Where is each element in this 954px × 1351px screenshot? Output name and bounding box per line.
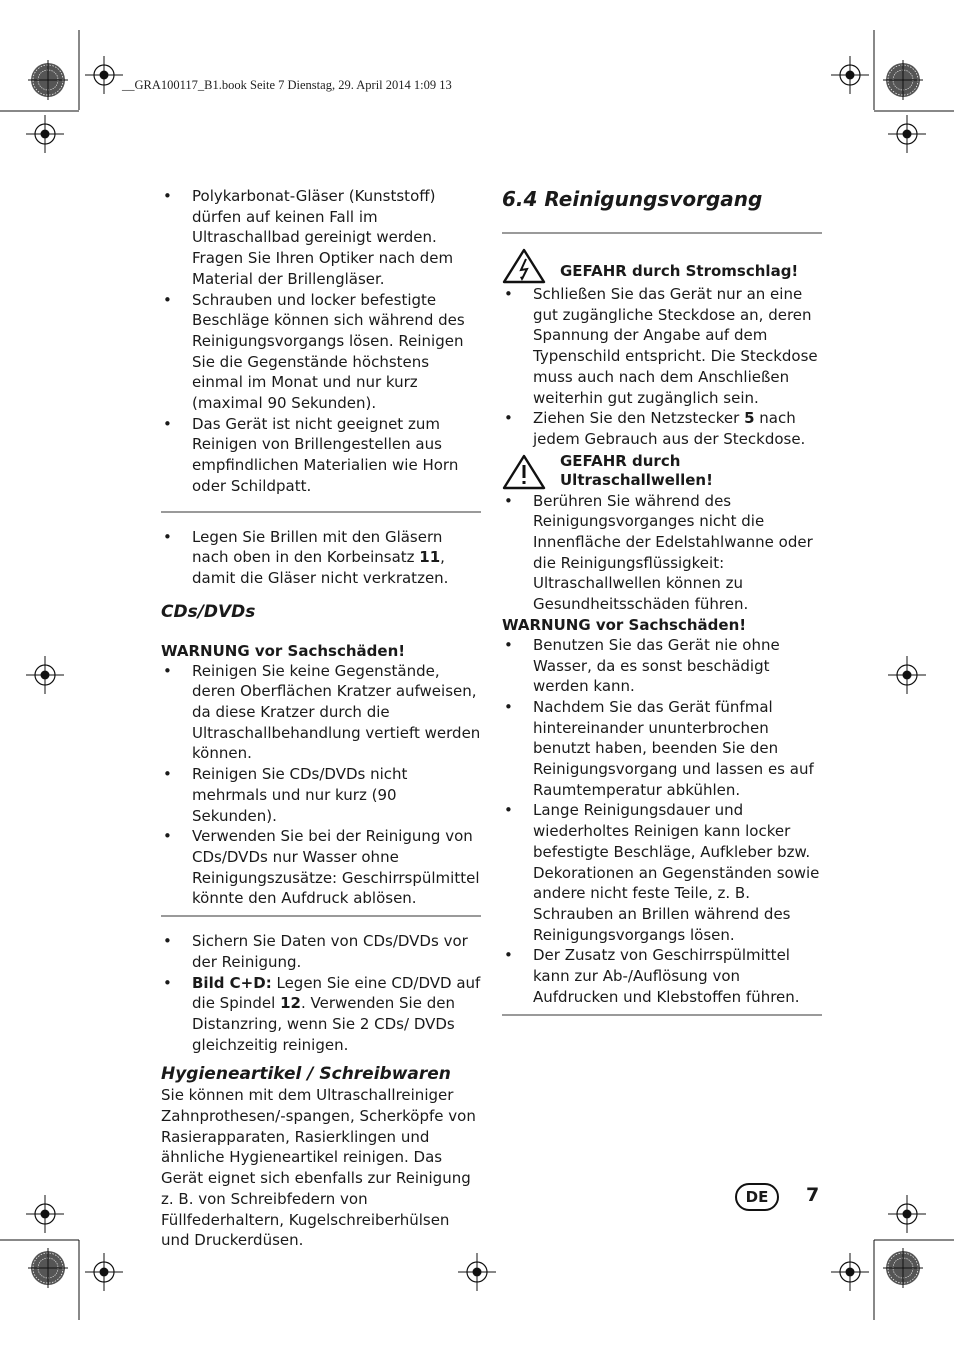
cds-tip-list — [161, 931, 481, 1055]
list-item: • Polykarbonat-Gläser (Kunststoff) dürfen auf keinen Fall im Ultraschallbad gereinigt werden. Fragen Sie Ihren Optiker nach dem Material der Brillengläser. — [161, 186, 481, 290]
cds-heading: CDs/DVDs — [161, 601, 256, 622]
glasses-bullet-list — [161, 186, 481, 497]
section-divider — [502, 1014, 822, 1016]
danger-electric-list — [502, 284, 822, 450]
figure-ref: Bild C+D: — [192, 973, 272, 992]
section-divider — [161, 511, 481, 513]
language-badge: DE — [735, 1183, 779, 1211]
section-divider — [161, 915, 481, 917]
list-item: • Schließen Sie das Gerät nur an eine gut zugängliche Steckdose an, deren Spannung der Angabe auf dem Typenschild entspricht. Die Steckdose muss auch nach dem Anschließen weiterhin gut zugänglich sein. — [502, 284, 822, 408]
list-item: • Legen Sie Brillen mit den Gläsern nach oben in den Korbeinsatz 11, damit die Gläser nicht verkratzen. — [161, 527, 481, 589]
glasses-tip-list — [161, 527, 481, 589]
list-item: • Reinigen Sie keine Gegenstände, deren Oberflächen Kratzer aufweisen, da diese Kratzer durch die Ultraschallbehandlung vertieft werden können. — [161, 661, 481, 765]
list-item: • Verwenden Sie bei der Reinigung von CDs/DVDs nur Wasser ohne Reinigungszusätze: Geschirrspülmittel könnte den Aufdruck ablösen. — [161, 826, 481, 909]
list-item: • Nachdem Sie das Gerät fünfmal hintereinander ununterbrochen benutzt haben, beenden Sie den Reinigungsvorgang und lassen es auf Raumtemperatur abkühlen. — [502, 697, 822, 801]
list-item: • Das Gerät ist nicht geeignet zum Reinigen von Brillengestellen aus empfindlichen Materialien wie Horn oder Schildpatt. — [161, 414, 481, 497]
list-item: • Reinigen Sie CDs/DVDs nicht mehrmals und nur kurz (90 Sekunden). — [161, 764, 481, 826]
danger-label: GEFAHR durch Ultraschallwellen! — [560, 451, 713, 490]
page-number: 7 — [806, 1184, 820, 1206]
electric-hazard-icon — [502, 248, 546, 284]
warning-list — [502, 635, 822, 1008]
hygiene-heading: Hygieneartikel / Schreibwaren — [161, 1064, 451, 1085]
warning-triangle-icon — [502, 454, 546, 490]
section-heading: 6.4 Reinigungsvorgang — [502, 187, 763, 211]
list-item: • Schrauben und locker befestigte Beschläge können sich während des Reinigungsvorgangs lösen. Reinigen Sie die Gegenstände höchstens einmal im Monat und nur kurz (maximal 90 Sekunden). — [161, 290, 481, 414]
list-item: • Der Zusatz von Geschirrspülmittel kann zur Ab-/Auflösung von Aufdrucken und Klebstoffen führen. — [502, 945, 822, 1007]
part-number: 11 — [419, 548, 441, 567]
list-item: • Berühren Sie während des Reinigungsvorganges nicht die Innenfläche der Edelstahlwanne oder die Reinigungsflüssigkeit: Ultraschallwellen können zu Gesundheitsschäden führen. — [502, 491, 822, 615]
danger-electric — [502, 246, 822, 284]
section-divider — [502, 232, 822, 234]
list-item: • Lange Reinigungsdauer und wiederholtes Reinigen kann locker befestigte Beschläge, Aufkleber bzw. Dekorationen an Gegenständen sowie andere nicht feste Teile, z. B. Schrauben an Brillen während des Reinigungsvorgangs lösen. — [502, 800, 822, 945]
warning-label: WARNUNG vor Sachschäden! — [502, 615, 747, 634]
hygiene-paragraph: Sie können mit dem Ultraschallreiniger Zahnprothesen/-spangen, Scherköpfe von Rasierapparaten, Rasierklingen und ähnliche Hygieneartikel reinigen. Das Gerät eignet sich ebenfalls zur Reinigung z. B. von Schreibfedern von Füllfederhaltern, Kugelschreiberhülsen und Druckerdüsen. — [161, 1086, 476, 1250]
cds-warning-label: WARNUNG vor Sachschäden! — [161, 641, 406, 660]
part-number: 12 — [280, 994, 301, 1013]
print-header: __GRA100117_B1.book Seite 7 Dienstag, 29. April 2014 1:09 13 — [122, 78, 452, 92]
danger-ultrasound-list — [502, 491, 822, 615]
left-column — [161, 186, 481, 1251]
list-item: • Ziehen Sie den Netzstecker 5 nach jedem Gebrauch aus der Steckdose. — [502, 408, 822, 449]
list-item: • Bild C+D: Legen Sie eine CD/DVD auf die Spindel 12. Verwenden Sie den Distanzring, wenn Sie 2 CDs/ DVDs gleichzeitig reinigen. — [161, 973, 481, 1056]
danger-label: GEFAHR durch Stromschlag! — [560, 262, 799, 280]
part-number: 5 — [744, 409, 755, 428]
list-item: • Sichern Sie Daten von CDs/DVDs vor der Reinigung. — [161, 931, 481, 972]
cds-warning-list — [161, 661, 481, 909]
list-item: • Benutzen Sie das Gerät nie ohne Wasser, da es sonst beschädigt werden kann. — [502, 635, 822, 697]
danger-ultrasound — [502, 452, 822, 491]
right-column — [502, 186, 822, 1016]
